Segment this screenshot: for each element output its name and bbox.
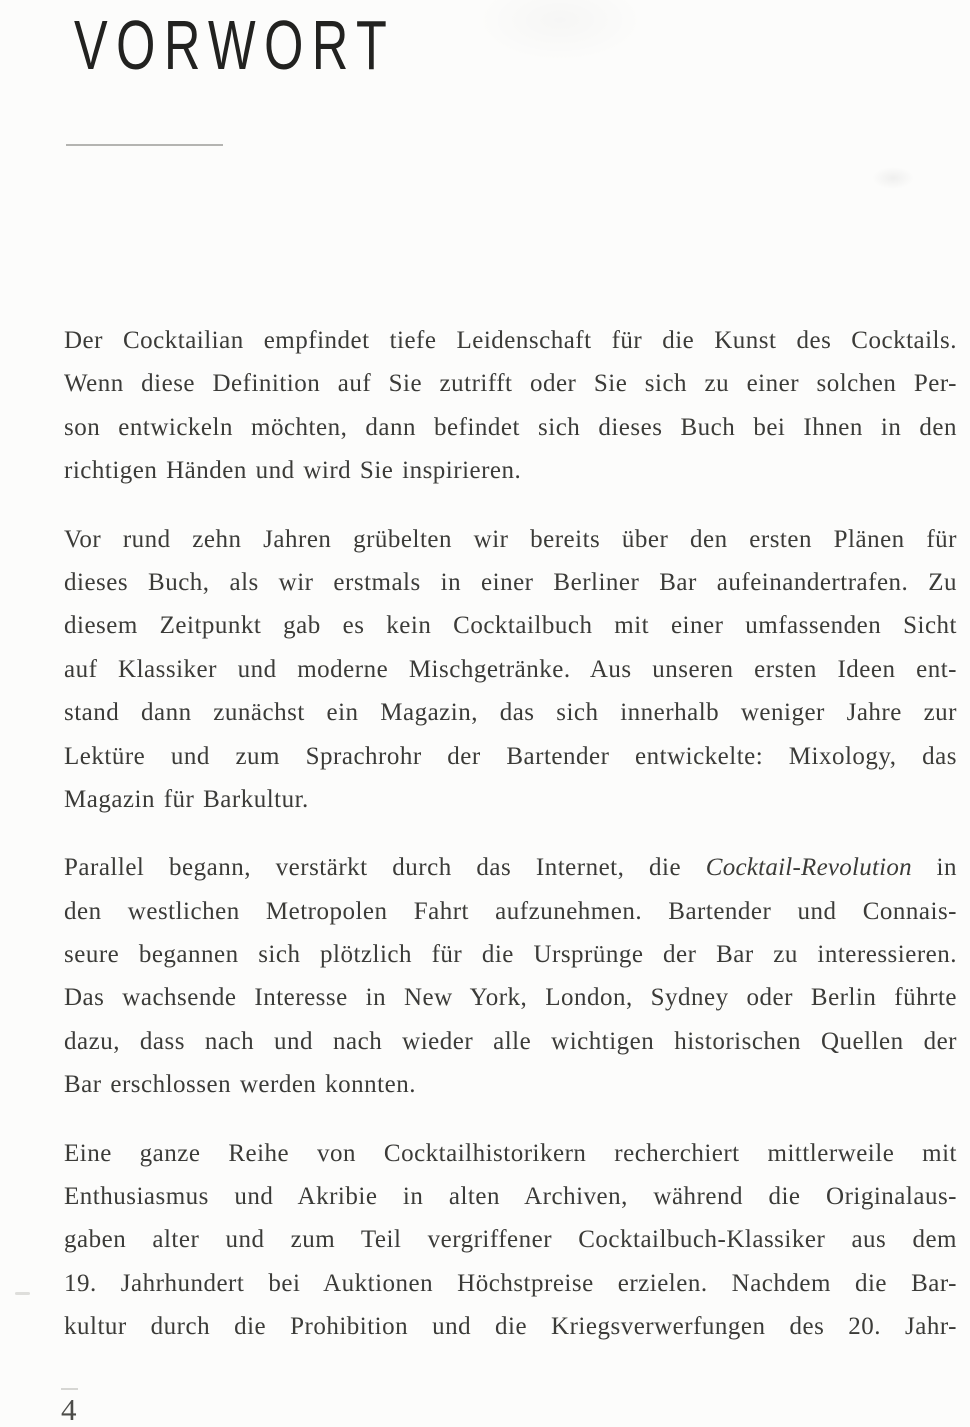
paragraph xyxy=(64,319,957,493)
scan-artifact-dash xyxy=(61,1388,78,1390)
paragraph xyxy=(64,518,957,822)
text-line: Eine ganze Reihe von Cocktailhistorikern recherchiert mittlerweile mit xyxy=(64,1139,957,1167)
page-number: 4 xyxy=(61,1392,77,1427)
text-line: 19. Jahrhundert bei Auktionen Höchstpreise erzielen. Nachdem die Bar- xyxy=(64,1269,957,1297)
text-line: den westlichen Metropolen Fahrt aufzunehmen. Bartender und Connais- xyxy=(64,897,957,925)
text-line xyxy=(64,846,957,889)
text-line: gaben alter und zum Teil vergriffener Cocktailbuch-Klassiker aus dem xyxy=(64,1226,957,1254)
title-divider-rule xyxy=(66,144,223,146)
text-line: Magazin für Barkultur. xyxy=(64,785,309,813)
text-line: Wenn diese Definition auf Sie zutrifft oder Sie sich zu einer solchen Per- xyxy=(64,370,957,398)
text-line: dazu, dass nach und nach wieder alle wichtigen historischen Quellen der xyxy=(64,1027,957,1055)
text-line: Bar erschlossen werden konnten. xyxy=(64,1071,416,1099)
text-line: Der Cocktailian empfindet tiefe Leidenschaft für die Kunst des Cocktails. xyxy=(64,327,957,354)
preface-text-block xyxy=(64,319,957,1374)
text-segment: Parallel begann, verstärkt durch das Internet, die xyxy=(64,854,706,882)
text-line: auf Klassiker und moderne Mischgetränke. Aus unseren ersten Ideen ent- xyxy=(64,655,957,683)
page-title: VORWORT xyxy=(74,6,396,84)
paragraph xyxy=(64,1132,957,1349)
text-line: dieses Buch, als wir erstmals in einer Berliner Bar aufeinandertrafen. Zu xyxy=(64,568,957,596)
text-line: kultur durch die Prohibition und die Kriegsverwerfungen des 20. Jahr- xyxy=(64,1313,957,1341)
text-line: Enthusiasmus und Akribie in alten Archiven, während die Originalaus- xyxy=(64,1183,957,1211)
text-segment: in xyxy=(911,854,957,882)
text-line: richtigen Händen und wird Sie inspirieren. xyxy=(64,457,522,485)
text-line: Das wachsende Interesse in New York, London, Sydney oder Berlin führte xyxy=(64,984,957,1012)
text-line: seure begannen sich plötzlich für die Ursprünge der Bar zu interessieren. xyxy=(64,941,957,969)
text-line: stand dann zunächst ein Magazin, das sich innerhalb weniger Jahre zur xyxy=(64,699,957,727)
text-line: son entwickeln möchten, dann befindet sich dieses Buch bei Ihnen in den xyxy=(64,413,957,441)
paragraph xyxy=(64,846,957,1106)
text-line: Lektüre und zum Sprachrohr der Bartender entwickelte: Mixology, das xyxy=(64,742,957,770)
text-line: Vor rund zehn Jahren grübelten wir bereits über den ersten Plänen für xyxy=(64,525,957,553)
scan-artifact-mark xyxy=(15,1292,30,1295)
emphasis-text: Cocktail-Revolution xyxy=(705,854,912,882)
text-line: diesem Zeitpunkt gab es kein Cocktailbuch mit einer umfassenden Sicht xyxy=(64,612,957,640)
